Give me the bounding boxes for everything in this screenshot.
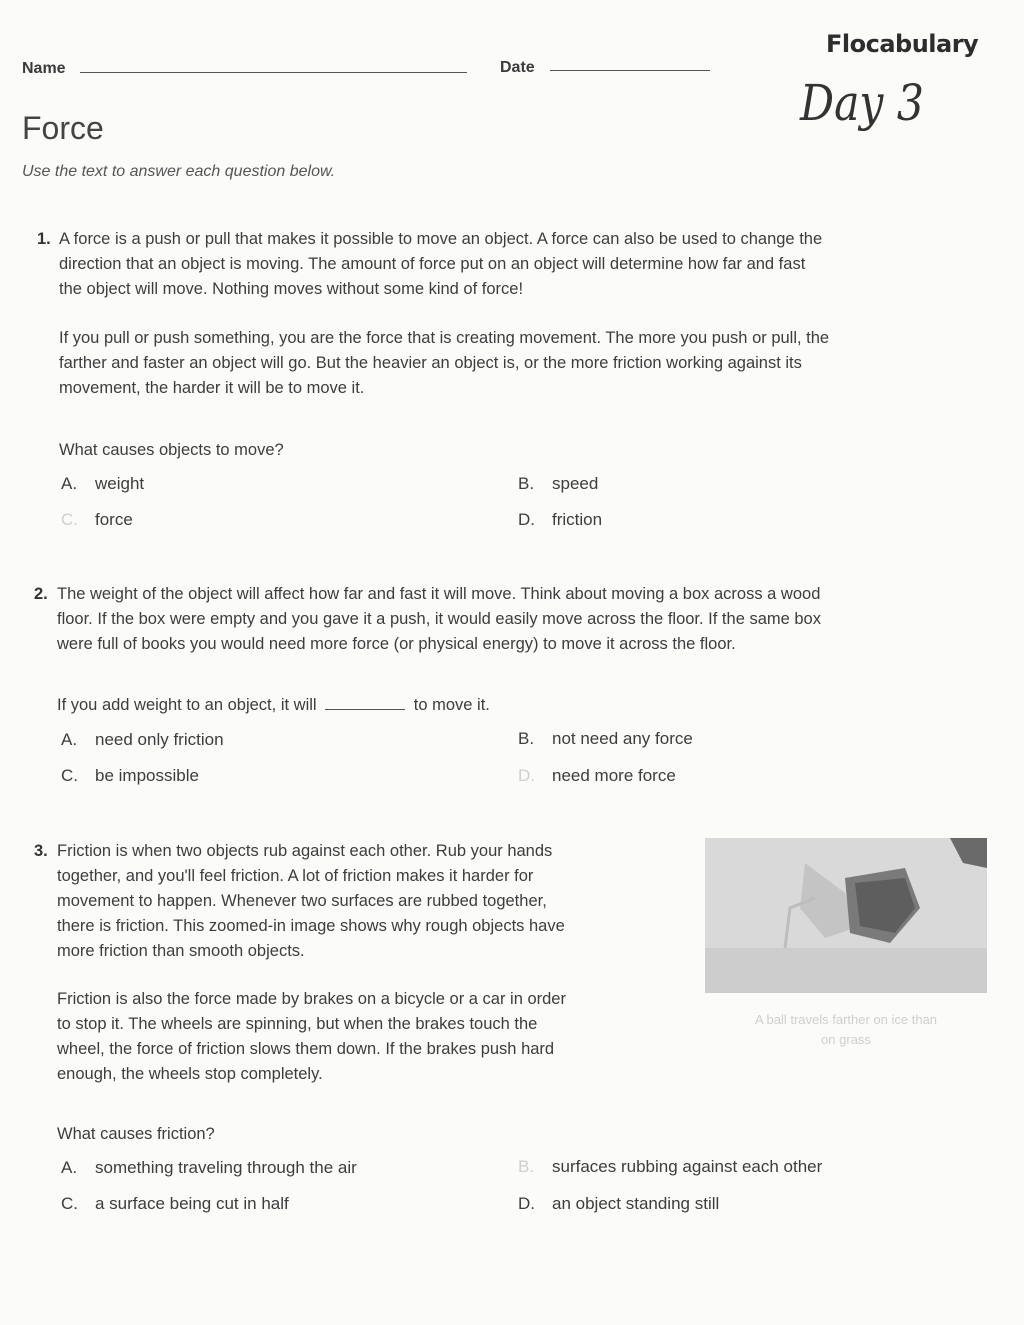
passage-line: direction that an object is moving. The amount of force put on an object will determine how far and fast (59, 255, 806, 273)
answer-blank[interactable] (325, 709, 405, 710)
option-letter: C. (61, 1194, 78, 1213)
answer-option-a[interactable] (61, 730, 224, 750)
option-text: force (95, 510, 133, 529)
option-text: not need any force (552, 729, 693, 748)
date-label: Date (500, 59, 535, 76)
name-label: Name (22, 60, 66, 77)
passage-line: farther and faster an object will go. But the heavier an object is, or the more friction working against its (59, 354, 802, 372)
question-3-passage (57, 839, 687, 964)
brand-logo (826, 30, 978, 58)
question-number: 3. (34, 842, 48, 860)
friction-photo (705, 838, 987, 993)
passage-line: more friction than smooth objects. (57, 942, 305, 960)
passage-line: the object will move. Nothing moves without some kind of force! (59, 280, 524, 298)
handwritten-note: Day 3 (800, 74, 924, 132)
answer-option-c[interactable] (61, 1194, 289, 1214)
option-text: need more force (552, 766, 676, 785)
option-letter: C. (61, 766, 78, 785)
option-text: something traveling through the air (95, 1158, 357, 1177)
passage-line: wheel, the force of friction slows them down. If the brakes push hard (57, 1040, 555, 1058)
question-3-passage-2 (57, 987, 687, 1087)
answer-option-c[interactable] (61, 766, 199, 786)
answer-option-d[interactable] (518, 1194, 719, 1214)
answer-option-a[interactable] (61, 474, 144, 494)
prompt-text: If you add weight to an object, it will (57, 696, 317, 714)
option-letter: C. (61, 510, 78, 529)
option-text: an object standing still (552, 1194, 720, 1213)
caption-line: on grass (821, 1032, 871, 1047)
passage-line: movement, the harder it will be to move it. (59, 379, 365, 397)
question-number: 1. (37, 230, 51, 248)
passage-line: A force is a push or pull that makes it possible to move an object. A force can also be used to change the (59, 230, 823, 248)
question-2-passage (57, 582, 997, 657)
question-number: 2. (34, 585, 48, 603)
option-letter: A. (61, 730, 78, 749)
question-1-passage-2 (59, 326, 999, 401)
instructions: Use the text to answer each question below. (22, 163, 336, 180)
answer-option-d[interactable] (518, 510, 602, 530)
option-letter: D. (518, 766, 535, 785)
option-letter: B. (518, 474, 535, 493)
question-prompt: What causes objects to move? (59, 441, 284, 459)
passage-line: there is friction. This zoomed-in image shows why rough objects have (57, 917, 565, 935)
photo-caption (705, 1010, 987, 1050)
passage-line: floor. If the box were empty and you gave it a push, it would easily move across the floor. If the same box (57, 610, 821, 628)
option-letter: D. (518, 1194, 535, 1213)
option-text: surfaces rubbing against each other (552, 1157, 823, 1176)
answer-option-b[interactable] (518, 729, 693, 749)
question-1-passage (59, 227, 999, 302)
brand-name: Flocabulary (826, 30, 979, 58)
option-text: friction (552, 510, 603, 529)
answer-option-a[interactable] (61, 1158, 357, 1178)
answer-option-c[interactable] (61, 510, 133, 530)
passage-line: If you pull or push something, you are the force that is creating movement. The more you push or pull, the (59, 329, 830, 347)
passage-line: were full of books you would need more force (or physical energy) to move it across the floor. (57, 635, 736, 653)
passage-line: Friction is when two objects rub against each other. Rub your hands (57, 842, 553, 860)
option-letter: B. (518, 729, 535, 748)
question-prompt (57, 693, 490, 718)
page-title: Force (22, 110, 104, 146)
option-text: need only friction (95, 730, 224, 749)
option-text: a surface being cut in half (95, 1194, 289, 1213)
name-field[interactable] (80, 72, 467, 73)
option-letter: A. (61, 1158, 78, 1177)
date-field[interactable] (550, 70, 710, 71)
passage-line: enough, the wheels stop completely. (57, 1065, 323, 1083)
passage-line: movement to happen. Whenever two surfaces are rubbed together, (57, 892, 547, 910)
question-prompt: What causes friction? (57, 1125, 215, 1143)
passage-line: The weight of the object will affect how far and fast it will move. Think about moving a box across a wood (57, 585, 821, 603)
answer-option-b[interactable] (518, 474, 598, 494)
option-text: weight (95, 474, 145, 493)
answer-option-b[interactable] (518, 1157, 822, 1177)
prompt-text: to move it. (413, 696, 490, 714)
passage-line: to stop it. The wheels are spinning, but when the brakes touch the (57, 1015, 538, 1033)
option-letter: B. (518, 1157, 535, 1176)
caption-line: A ball travels farther on ice than (754, 1012, 938, 1027)
passage-line: Friction is also the force made by brakes on a bicycle or a car in order (57, 990, 566, 1008)
photo-graphic (705, 838, 987, 993)
answer-option-d[interactable] (518, 766, 676, 786)
option-letter: D. (518, 510, 535, 529)
option-text: speed (552, 474, 599, 493)
passage-line: together, and you'll feel friction. A lot of friction makes it harder for (57, 867, 534, 885)
option-text: be impossible (95, 766, 199, 785)
option-letter: A. (61, 474, 78, 493)
